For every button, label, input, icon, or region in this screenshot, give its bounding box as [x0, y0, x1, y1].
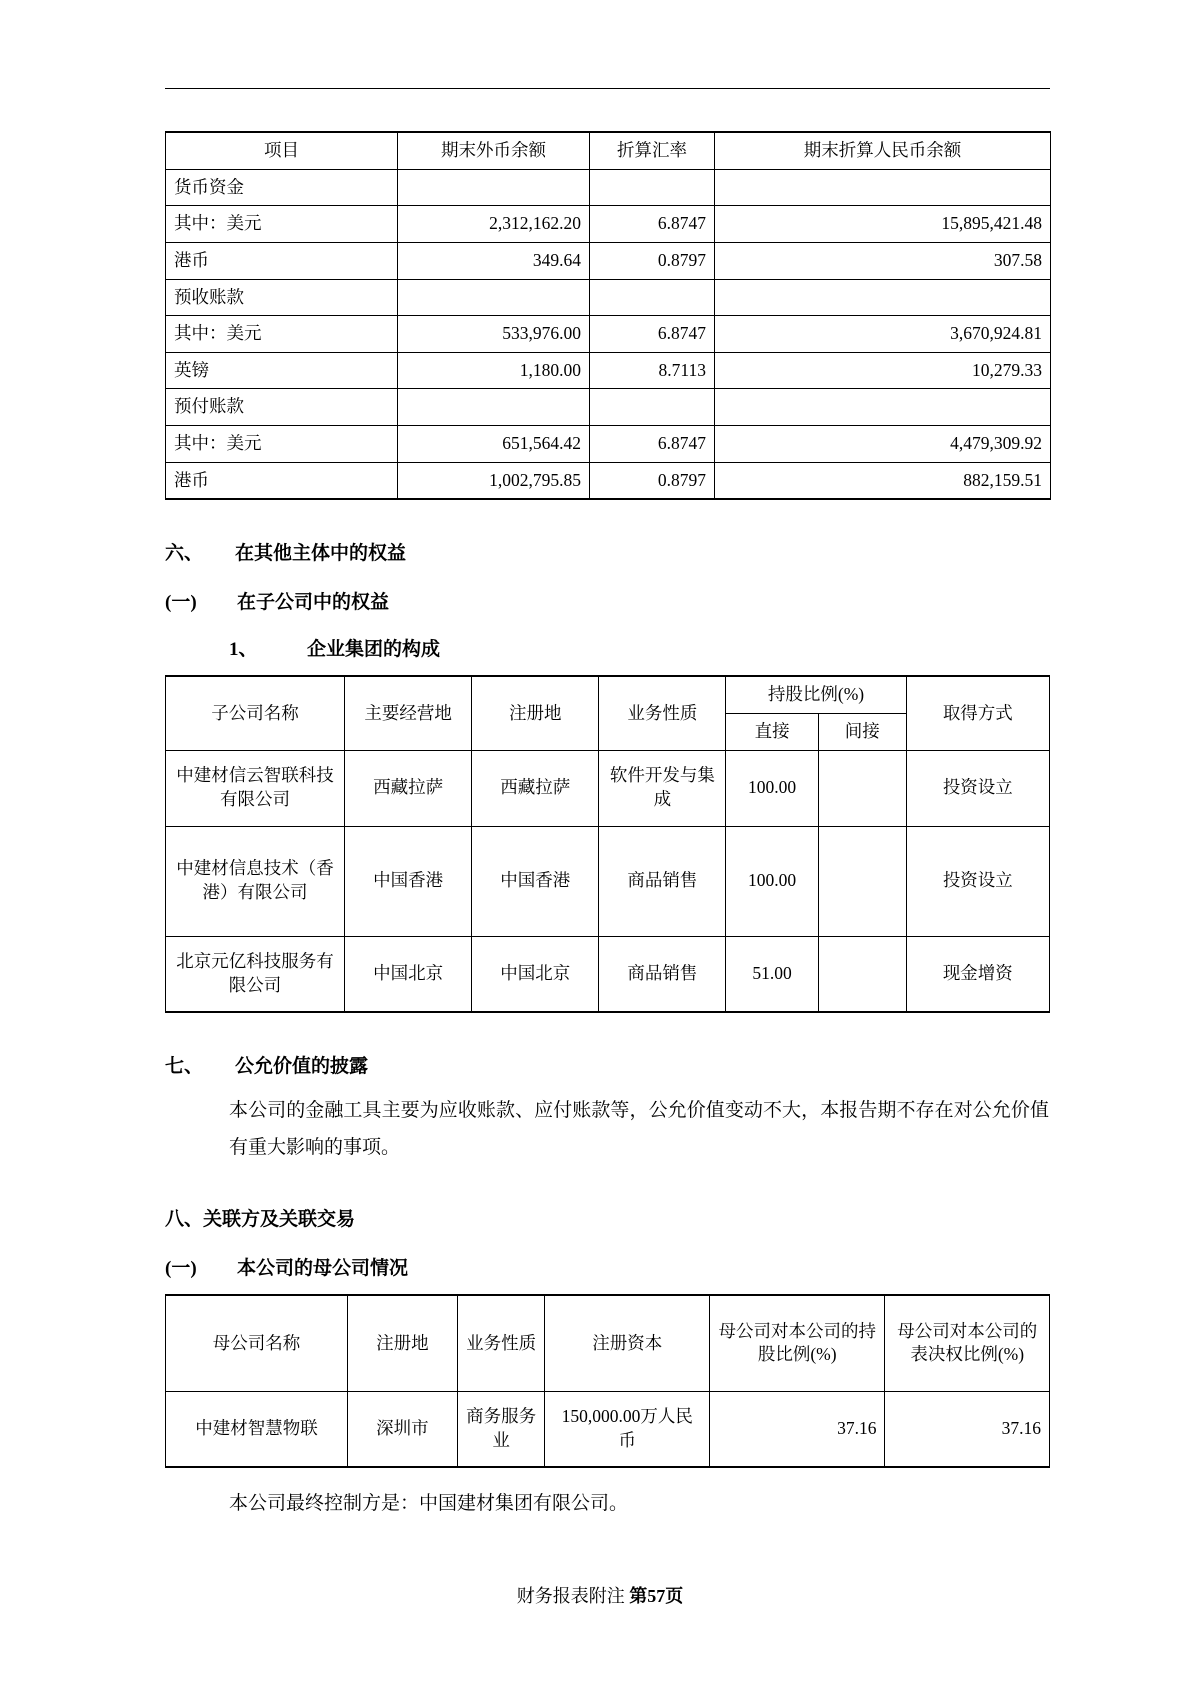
row-acquire-method: 现金增资	[906, 936, 1049, 1012]
subsection-heading-6-1	[165, 587, 1040, 614]
subsection-heading-8-1	[165, 1253, 1040, 1280]
row-rate	[590, 169, 715, 206]
subsidiary-table	[165, 675, 1050, 1013]
page-footer	[0, 1582, 1200, 1608]
row-direct-ratio: 51.00	[726, 936, 818, 1012]
table-row	[166, 279, 1051, 316]
row-register-place: 西藏拉萨	[472, 750, 599, 826]
subsection-number: 1、	[229, 639, 258, 661]
section-heading-6	[165, 538, 1040, 565]
row-indirect-ratio	[818, 750, 906, 826]
row-item: 英镑	[166, 352, 398, 389]
row-fx: 1,180.00	[398, 352, 590, 389]
section-number: 六、	[165, 543, 204, 565]
foreign-currency-table	[165, 131, 1051, 500]
row-item: 其中：美元	[166, 206, 398, 243]
row-capital: 150,000.00万人民币	[545, 1391, 710, 1467]
row-rate	[590, 389, 715, 426]
row-item: 其中：美元	[166, 426, 398, 463]
row-rmb: 307.58	[715, 242, 1051, 279]
col-header-fx-balance: 期末外币余额	[398, 132, 590, 169]
parent-company-table	[165, 1294, 1050, 1468]
col-header-acquire-method: 取得方式	[906, 676, 1049, 750]
col-header-business: 业务性质	[599, 676, 726, 750]
col-header-ratio-group: 持股比例(%)	[726, 676, 906, 713]
col-header-capital: 注册资本	[545, 1295, 710, 1391]
row-direct-ratio: 100.00	[726, 826, 818, 936]
subsection-title: 企业集团的构成	[307, 639, 441, 661]
row-business: 商品销售	[599, 826, 726, 936]
subsection-heading-6-1-1	[229, 634, 1040, 661]
row-direct-ratio: 100.00	[726, 750, 818, 826]
col-header-main-place: 主要经营地	[345, 676, 472, 750]
row-rate: 0.8797	[590, 242, 715, 279]
table-header-row	[166, 132, 1051, 169]
table-row	[166, 750, 1050, 826]
row-rmb: 882,159.51	[715, 462, 1051, 499]
col-header-rmb-balance: 期末折算人民币余额	[715, 132, 1051, 169]
page-top-rule	[165, 88, 1050, 89]
parent-company-note: 本公司最终控制方是：中国建材集团有限公司。	[229, 1493, 629, 1515]
table-row	[166, 462, 1051, 499]
row-indirect-ratio	[818, 936, 906, 1012]
row-business: 软件开发与集成	[599, 750, 726, 826]
footer-page-number: 第57页	[629, 1586, 684, 1606]
section-title: 在其他主体中的权益	[235, 543, 407, 565]
col-header-item: 项目	[166, 132, 398, 169]
row-item: 其中：美元	[166, 316, 398, 353]
section-7-paragraph: 本公司的金融工具主要为应收账款、应付账款等，公允价值变动不大，本报告期不存在对公允价值有重大影响的事项。	[229, 1100, 1049, 1159]
col-header-indirect: 间接	[818, 713, 906, 750]
row-rate: 6.8747	[590, 426, 715, 463]
row-acquire-method: 投资设立	[906, 750, 1049, 826]
row-indirect-ratio	[818, 826, 906, 936]
row-register-place: 中国香港	[472, 826, 599, 936]
row-subsidiary-name: 北京元亿科技服务有限公司	[166, 936, 345, 1012]
row-vote-ratio: 37.16	[885, 1391, 1050, 1467]
table-row	[166, 1391, 1050, 1467]
row-rate: 6.8747	[590, 316, 715, 353]
row-business: 商品销售	[599, 936, 726, 1012]
table-header-row	[166, 676, 1050, 713]
table-row	[166, 826, 1050, 936]
col-header-direct: 直接	[726, 713, 818, 750]
table-row	[166, 389, 1051, 426]
footer-label: 财务报表附注	[516, 1586, 625, 1606]
row-rmb: 4,479,309.92	[715, 426, 1051, 463]
section-heading-7	[165, 1051, 1040, 1078]
row-subsidiary-name: 中建材信云智联科技有限公司	[166, 750, 345, 826]
subsection-number: (一)	[165, 1258, 197, 1280]
table-row	[166, 352, 1051, 389]
table-row	[166, 242, 1051, 279]
row-fx	[398, 279, 590, 316]
row-main-place: 中国香港	[345, 826, 472, 936]
row-item: 港币	[166, 242, 398, 279]
col-header-rate: 折算汇率	[590, 132, 715, 169]
col-header-register-place: 注册地	[348, 1295, 458, 1391]
row-main-place: 西藏拉萨	[345, 750, 472, 826]
section-heading-8: 八、关联方及关联交易	[165, 1209, 356, 1231]
row-rmb	[715, 169, 1051, 206]
row-rmb: 3,670,924.81	[715, 316, 1051, 353]
row-item: 货币资金	[166, 169, 398, 206]
row-register-place: 深圳市	[348, 1391, 458, 1467]
subsection-number: (一)	[165, 592, 197, 614]
row-rate	[590, 279, 715, 316]
table-row	[166, 316, 1051, 353]
row-parent-name: 中建材智慧物联	[166, 1391, 348, 1467]
row-rmb: 10,279.33	[715, 352, 1051, 389]
row-rate: 8.7113	[590, 352, 715, 389]
row-hold-ratio: 37.16	[709, 1391, 884, 1467]
col-header-parent-name: 母公司名称	[166, 1295, 348, 1391]
subsection-title: 在子公司中的权益	[237, 592, 390, 614]
row-register-place: 中国北京	[472, 936, 599, 1012]
row-fx	[398, 389, 590, 426]
subsection-title: 本公司的母公司情况	[237, 1258, 409, 1280]
row-rate: 6.8747	[590, 206, 715, 243]
section-title: 公允价值的披露	[235, 1056, 369, 1077]
table-row	[166, 426, 1051, 463]
row-rmb	[715, 279, 1051, 316]
row-rmb: 15,895,421.48	[715, 206, 1051, 243]
row-item: 港币	[166, 462, 398, 499]
table-row	[166, 169, 1051, 206]
col-header-vote-ratio: 母公司对本公司的表决权比例(%)	[885, 1295, 1050, 1391]
row-rmb	[715, 389, 1051, 426]
row-subsidiary-name: 中建材信息技术（香港）有限公司	[166, 826, 345, 936]
row-rate: 0.8797	[590, 462, 715, 499]
row-fx: 651,564.42	[398, 426, 590, 463]
table-header-row	[166, 1295, 1050, 1391]
row-fx	[398, 169, 590, 206]
section-number: 七、	[165, 1056, 204, 1077]
row-item: 预收账款	[166, 279, 398, 316]
row-fx: 2,312,162.20	[398, 206, 590, 243]
table-row	[166, 206, 1051, 243]
row-business: 商务服务业	[457, 1391, 545, 1467]
row-item: 预付账款	[166, 389, 398, 426]
col-header-subsidiary-name: 子公司名称	[166, 676, 345, 750]
row-fx: 349.64	[398, 242, 590, 279]
row-main-place: 中国北京	[345, 936, 472, 1012]
row-fx: 533,976.00	[398, 316, 590, 353]
col-header-hold-ratio: 母公司对本公司的持股比例(%)	[709, 1295, 884, 1391]
table-row	[166, 936, 1050, 1012]
row-fx: 1,002,795.85	[398, 462, 590, 499]
col-header-business: 业务性质	[457, 1295, 545, 1391]
col-header-register-place: 注册地	[472, 676, 599, 750]
row-acquire-method: 投资设立	[906, 826, 1049, 936]
